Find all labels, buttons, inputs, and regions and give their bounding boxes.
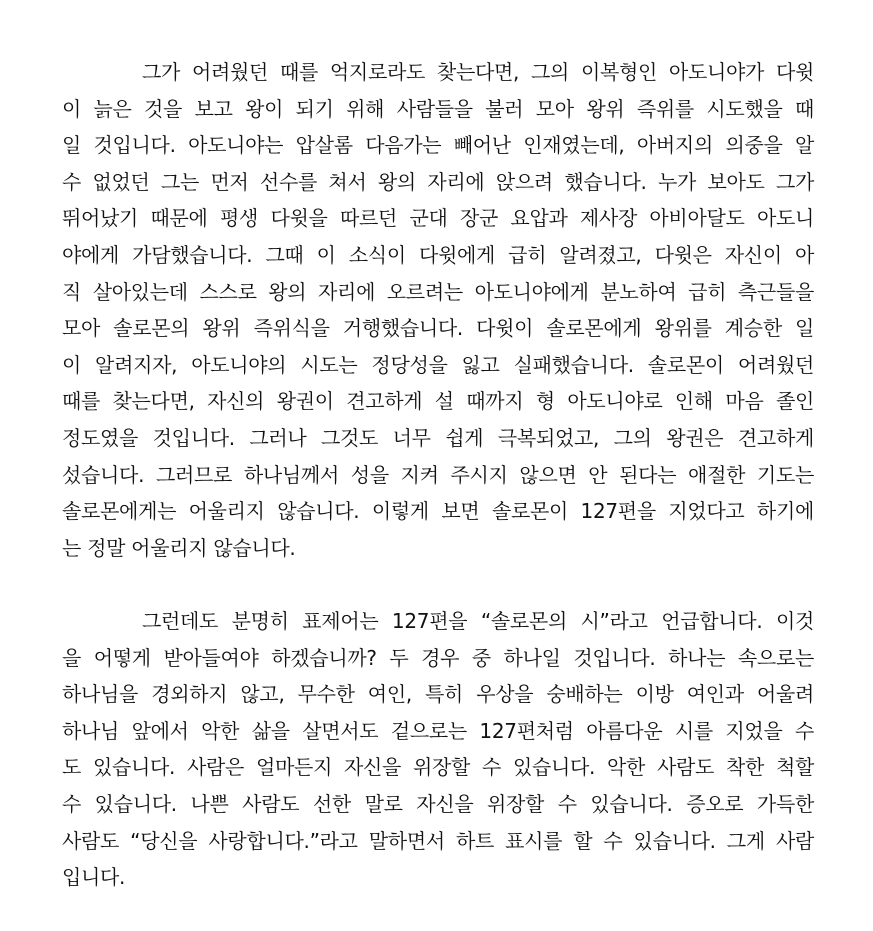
text-line: 이 늙은 것을 보고 왕이 되기 위해 사람들을 불러 모아 왕위 즉위를 시도했을 때 — [62, 96, 814, 121]
text-line: 수 없었던 그는 먼저 선수를 쳐서 왕의 자리에 앉으려 했습니다. 누가 보아도 그가 — [62, 169, 814, 194]
text-line: 하나님을 경외하지 않고, 무수한 여인, 특히 우상을 숭배하는 이방 여인과 어울려 — [62, 682, 814, 707]
text-line: 그가 어려웠던 때를 억지로라도 찾는다면, 그의 이복형인 아도니야가 다윗 — [142, 60, 814, 84]
text-line: 정도였을 것입니다. 그러나 그것도 너무 쉽게 극복되었고, 그의 왕권은 견고하게 — [62, 425, 814, 450]
text-line: 때를 찾는다면, 자신의 왕권이 견고하게 설 때까지 형 아도니야로 인해 마음 졸인 — [62, 389, 814, 414]
text-line: 도 있습니다. 사람은 얼마든지 자신을 위장할 수 있습니다. 악한 사람도 착한 척할 — [62, 755, 814, 780]
paragraph-2 — [62, 603, 814, 896]
text-line: 모아 솔로몬의 왕위 즉위식을 거행했습니다. 다윗이 솔로몬에게 왕위를 계승한 일 — [62, 316, 814, 341]
text-line: 뛰어났기 때문에 평생 다윗을 따르던 군대 장군 요압과 제사장 아비아달도 아도니 — [62, 206, 814, 231]
text-line: 이 알려지자, 아도니야의 시도는 정당성을 잃고 실패했습니다. 솔로몬이 어려웠던 — [62, 352, 814, 377]
text-line: 일 것입니다. 아도니야는 압살롬 다음가는 빼어난 인재였는데, 아버지의 의중을 알 — [62, 133, 814, 158]
text-line: 사람도 “당신을 사랑합니다.”라고 말하면서 하트 표시를 할 수 있습니다. 그게 사람 — [62, 828, 814, 853]
text-line: 수 있습니다. 나쁜 사람도 선한 말로 자신을 위장할 수 있습니다. 증오로 가득한 — [62, 791, 814, 816]
text-line: 솔로몬에게는 어울리지 않습니다. 이렇게 보면 솔로몬이 127편을 지었다고 하기에 — [62, 499, 814, 524]
text-line: 입니다. — [62, 865, 126, 890]
text-line: 을 어떻게 받아들여야 하겠습니까? 두 경우 중 하나일 것입니다. 하나는 속으로는 — [62, 645, 814, 670]
text-line: 야에게 가담했습니다. 그때 이 소식이 다윗에게 급히 알려졌고, 다윗은 자신이 아 — [62, 242, 814, 267]
text-line: 섰습니다. 그러므로 하나님께서 성을 지켜 주시지 않으면 안 된다는 애절한 기도는 — [62, 462, 814, 487]
text-line: 그런데도 분명히 표제어는 127편을 “솔로몬의 시”라고 언급합니다. 이것 — [142, 609, 814, 633]
text-line: 는 정말 어울리지 않습니다. — [62, 535, 296, 560]
text-line: 하나님 앞에서 악한 삶을 살면서도 겉으로는 127편처럼 아름다운 시를 지었을 수 — [62, 718, 814, 743]
text-line: 직 살아있는데 스스로 왕의 자리에 오르려는 아도니야에게 분노하여 급히 측근들을 — [62, 279, 814, 304]
paragraph-1 — [62, 54, 814, 566]
